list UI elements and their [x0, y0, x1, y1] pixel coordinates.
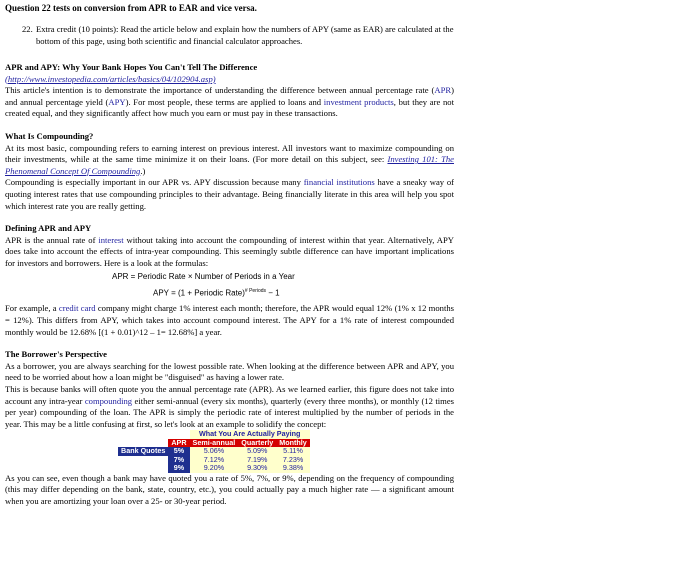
row-label: Bank Quotes — [118, 447, 168, 456]
apy-formula: APY = (1 + Periodic Rate)$^{\# Periods}$ − 1 — [153, 288, 280, 298]
defining-heading: Defining APR and APY — [5, 223, 92, 234]
borrower-paragraph-1: As a borrower, you are always searching for the lowest possible rate. When looking at the difference between APR and APY, you need to be worried about how a loan might be "disguised" as having a lower rate. — [5, 360, 454, 383]
table-cell: 9.30% — [238, 464, 276, 473]
borrower-paragraph-2: This is because banks will often quote you the annual percentage rate (APR). As we learned earlier, this figure does not take into account any intra-year compounding either semi-annual (every six months), quarterly (every three months), or monthly (12 times per year) compounding of the loan. The APR is simply the periodic rate of interest multiplied by the number of periods in the year. This may be a little confusing at first, so let's look at an example to solidify the concept: — [5, 383, 454, 429]
table-cell: 7.12% — [190, 456, 239, 465]
table-cell: 9% — [168, 464, 189, 473]
header-semi-annual: Semi-annual — [190, 439, 239, 448]
apr-link[interactable]: APR — [434, 85, 452, 96]
borrower-paragraph-3: As you can see, even though a bank may have quoted you a rate of 5%, 7%, or 9%, depending on the frequency of compounding (this may differ depending on the bank, state, country, etc.), you could actually pay a much higher rate — a significant amount when you are amortizing your loan over a 25- or 30-year period. — [5, 472, 454, 506]
question-text: Extra credit (10 points): Read the article below and explain how the numbers of APY (same as EAR) are calculated at the bottom of this page, using both scientific and financial calculator approaches. — [36, 24, 454, 46]
borrower-heading: The Borrower's Perspective — [5, 349, 107, 360]
header-monthly: Monthly — [276, 439, 310, 448]
defining-paragraph-1: APR is the annual rate of interest without taking into account the compounding of interest within that year. Alternatively, APY does take into account the effects of intra-year compounding. This seemingly subtle difference can have important implications for investors and borrowers. Here is a look at the formulas: — [5, 234, 454, 268]
question-number: 22. — [22, 24, 33, 34]
header-apr: APR — [168, 439, 189, 448]
rate-table-title: What You Are Actually Paying — [190, 430, 310, 439]
credit-card-link[interactable]: credit card — [58, 303, 96, 314]
article — [5, 62, 454, 508]
table-cell: 5.06% — [190, 447, 239, 456]
investment-products-link[interactable]: investment products — [323, 96, 394, 107]
apy-link[interactable]: APY — [108, 96, 126, 107]
table-cell: 5.09% — [238, 447, 276, 456]
financial-institutions-link[interactable]: financial institutions — [303, 177, 375, 188]
interest-link[interactable]: interest — [98, 234, 124, 245]
question-item — [22, 24, 462, 47]
question-heading: Question 22 tests on conversion from APR to EAR and vice versa. — [5, 3, 257, 13]
table-cell: 5% — [168, 447, 189, 456]
rate-table — [118, 430, 310, 473]
compounding-paragraph-1: At its most basic, compounding refers to earning interest on previous interest. All investors want to maximize compounding on their investments, while at the same time minimize it on their loans. (For more detail on this subject, see: Investing 101: The Phenomenal Concept Of Compounding.) — [5, 142, 454, 176]
compounding-paragraph-2: Compounding is especially important in our APR vs. APY discussion because many financial institutions have a sneaky way of quoting interest rates that use compounding principles to their advantage. Being financially literate in this area will help you spot which interest rate you are really getting. — [5, 177, 454, 211]
table-cell: 9.38% — [276, 464, 310, 473]
intro-paragraph: This article's intention is to demonstrate the importance of understanding the difference between annual percentage rate (APR) and annual percentage yield (APY). For most people, these terms are applied to loans and investment products, but they are not created equal, and they significantly affect how much you earn or must pay in these transactions. — [5, 85, 454, 119]
table-cell: 7.23% — [276, 456, 310, 465]
article-url[interactable]: (http://www.investopedia.com/articles/basics/04/102904.asp) — [5, 73, 216, 84]
compounding-article-link[interactable]: Investing 101: The Phenomenal Concept Of Compounding — [5, 154, 454, 176]
apr-formula: APR = Periodic Rate × Number of Periods in a Year — [112, 271, 295, 281]
defining-paragraph-2: For example, a credit card company might charge 1% interest each month; therefore, the APR would equal 12% (1% x 12 months = 12%). This differs from APY, which takes into account compound interest. The APY for a 1% rate of interest compounded monthly would be 12.68% [(1 + 0.01)^12 – 1= 12.68%] a year. — [5, 303, 454, 337]
article-title: APR and APY: Why Your Bank Hopes You Can't Tell The Difference — [5, 62, 258, 72]
table-cell: 7.19% — [238, 456, 276, 465]
compounding-link[interactable]: compounding — [84, 395, 133, 406]
table-cell: 5.11% — [276, 447, 310, 456]
table-cell: 7% — [168, 456, 189, 465]
header-quarterly: Quarterly — [238, 439, 276, 448]
table-cell: 9.20% — [190, 464, 239, 473]
compounding-heading: What Is Compounding? — [5, 130, 94, 141]
